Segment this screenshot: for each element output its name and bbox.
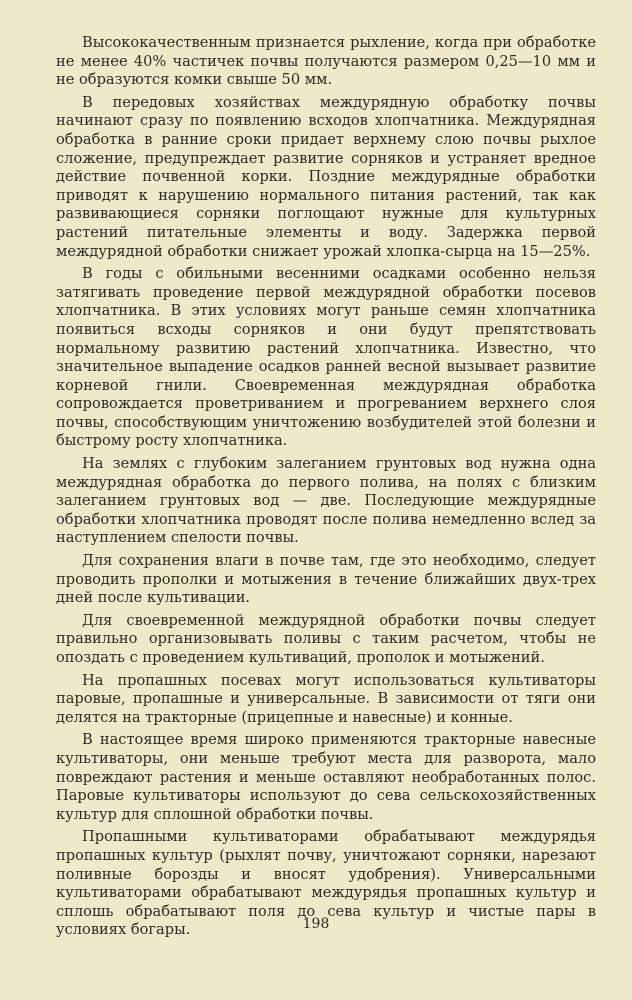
paragraph-groundwater: На землях с глубоким залеганием грунтовых вод нужна одна междурядная обработка до первого полива, на полях с близким залеганием грунтовых вод — две. Последующие междурядные обработки хлопчатника проводят после полива немедленно вслед за наступлением спелости почвы.: [56, 455, 596, 547]
paragraph-irrigation-scheduling: Для своевременной междурядной обработки почвы следует правильно организовывать поливы с таким расчетом, чтобы не опоздать с проведением культиваций, прополок и мотыжений.: [56, 611, 596, 666]
paragraph-rainy-years: В годы с обильными весенними осадками особенно нельзя затягивать проведение первой междурядной обработки посевов хлопчатника. В этих условиях могут раньше семян хлопчатника появиться всходы сорняков и они будут препятствовать нормальному развитию растений хлопчатника. Известно, что значительное выпадение осадков ранней весной вызывает развитие корневой гнили. Своевременная междурядная обработка сопровождается проветриванием и прогреванием верхнего слоя почвы, способствующим уничтожению возбудителей этой болезни и быстрому росту хлопчатника.: [56, 265, 596, 450]
paragraph-cultivator-types: На пропашных посевах могут использоваться культиваторы паровые, пропашные и универсальные. В зависимости от тяги они делятся на тракторные (прицепные и навесные) и конные.: [56, 671, 596, 726]
body-text: [56, 34, 596, 940]
paragraph-row-crop-cultivators: Пропашными культиваторами обрабатывают междурядья пропашных культур (рыхлят почву, уничтожают сорняки, нарезают поливные борозды и вносят удобрения). Универсальными культиваторами обрабатывают междурядья пропашных культур и сплошь обрабатывают поля до сева культур и чистые пары в условиях богары.: [56, 828, 596, 939]
paragraph-moisture-retention: Для сохранения влаги в почве там, где это необходимо, следует проводить прополки и мотыжения в течение ближайших двух-трех дней после культивации.: [56, 552, 596, 607]
paragraph-early-interrow-cultivation: В передовых хозяйствах междурядную обработку почвы начинают сразу по появлению всходов хлопчатника. Междурядная обработка в ранние сроки придает верхнему слою почвы рыхлое сложение, предупреждает развитие сорняков и устраняет вредное действие почвенной корки. Поздние междурядные обработки приводят к нарушению нормального питания растений, так как развивающиеся сорняки поглощают нужные для культурных растений питательные элементы и воду. Задержка первой междурядной обработки снижает урожай хлопка-сырца на 15—25%.: [56, 93, 596, 260]
paragraph-loosening-quality: Высококачественным признается рыхление, когда при обработке не менее 40% частичек почвы получаются размером 0,25—10 мм и не образуются комки свыше 50 мм.: [56, 34, 596, 89]
page-number: 198: [302, 916, 330, 932]
paragraph-mounted-cultivators: В настоящее время широко применяются тракторные навесные культиваторы, они меньше требуют места для разворота, мало повреждают растения и меньше оставляют необработанных полос. Паровые культиваторы используют до сева сельскохозяйственных культур для сплошной обработки почвы.: [56, 731, 596, 823]
